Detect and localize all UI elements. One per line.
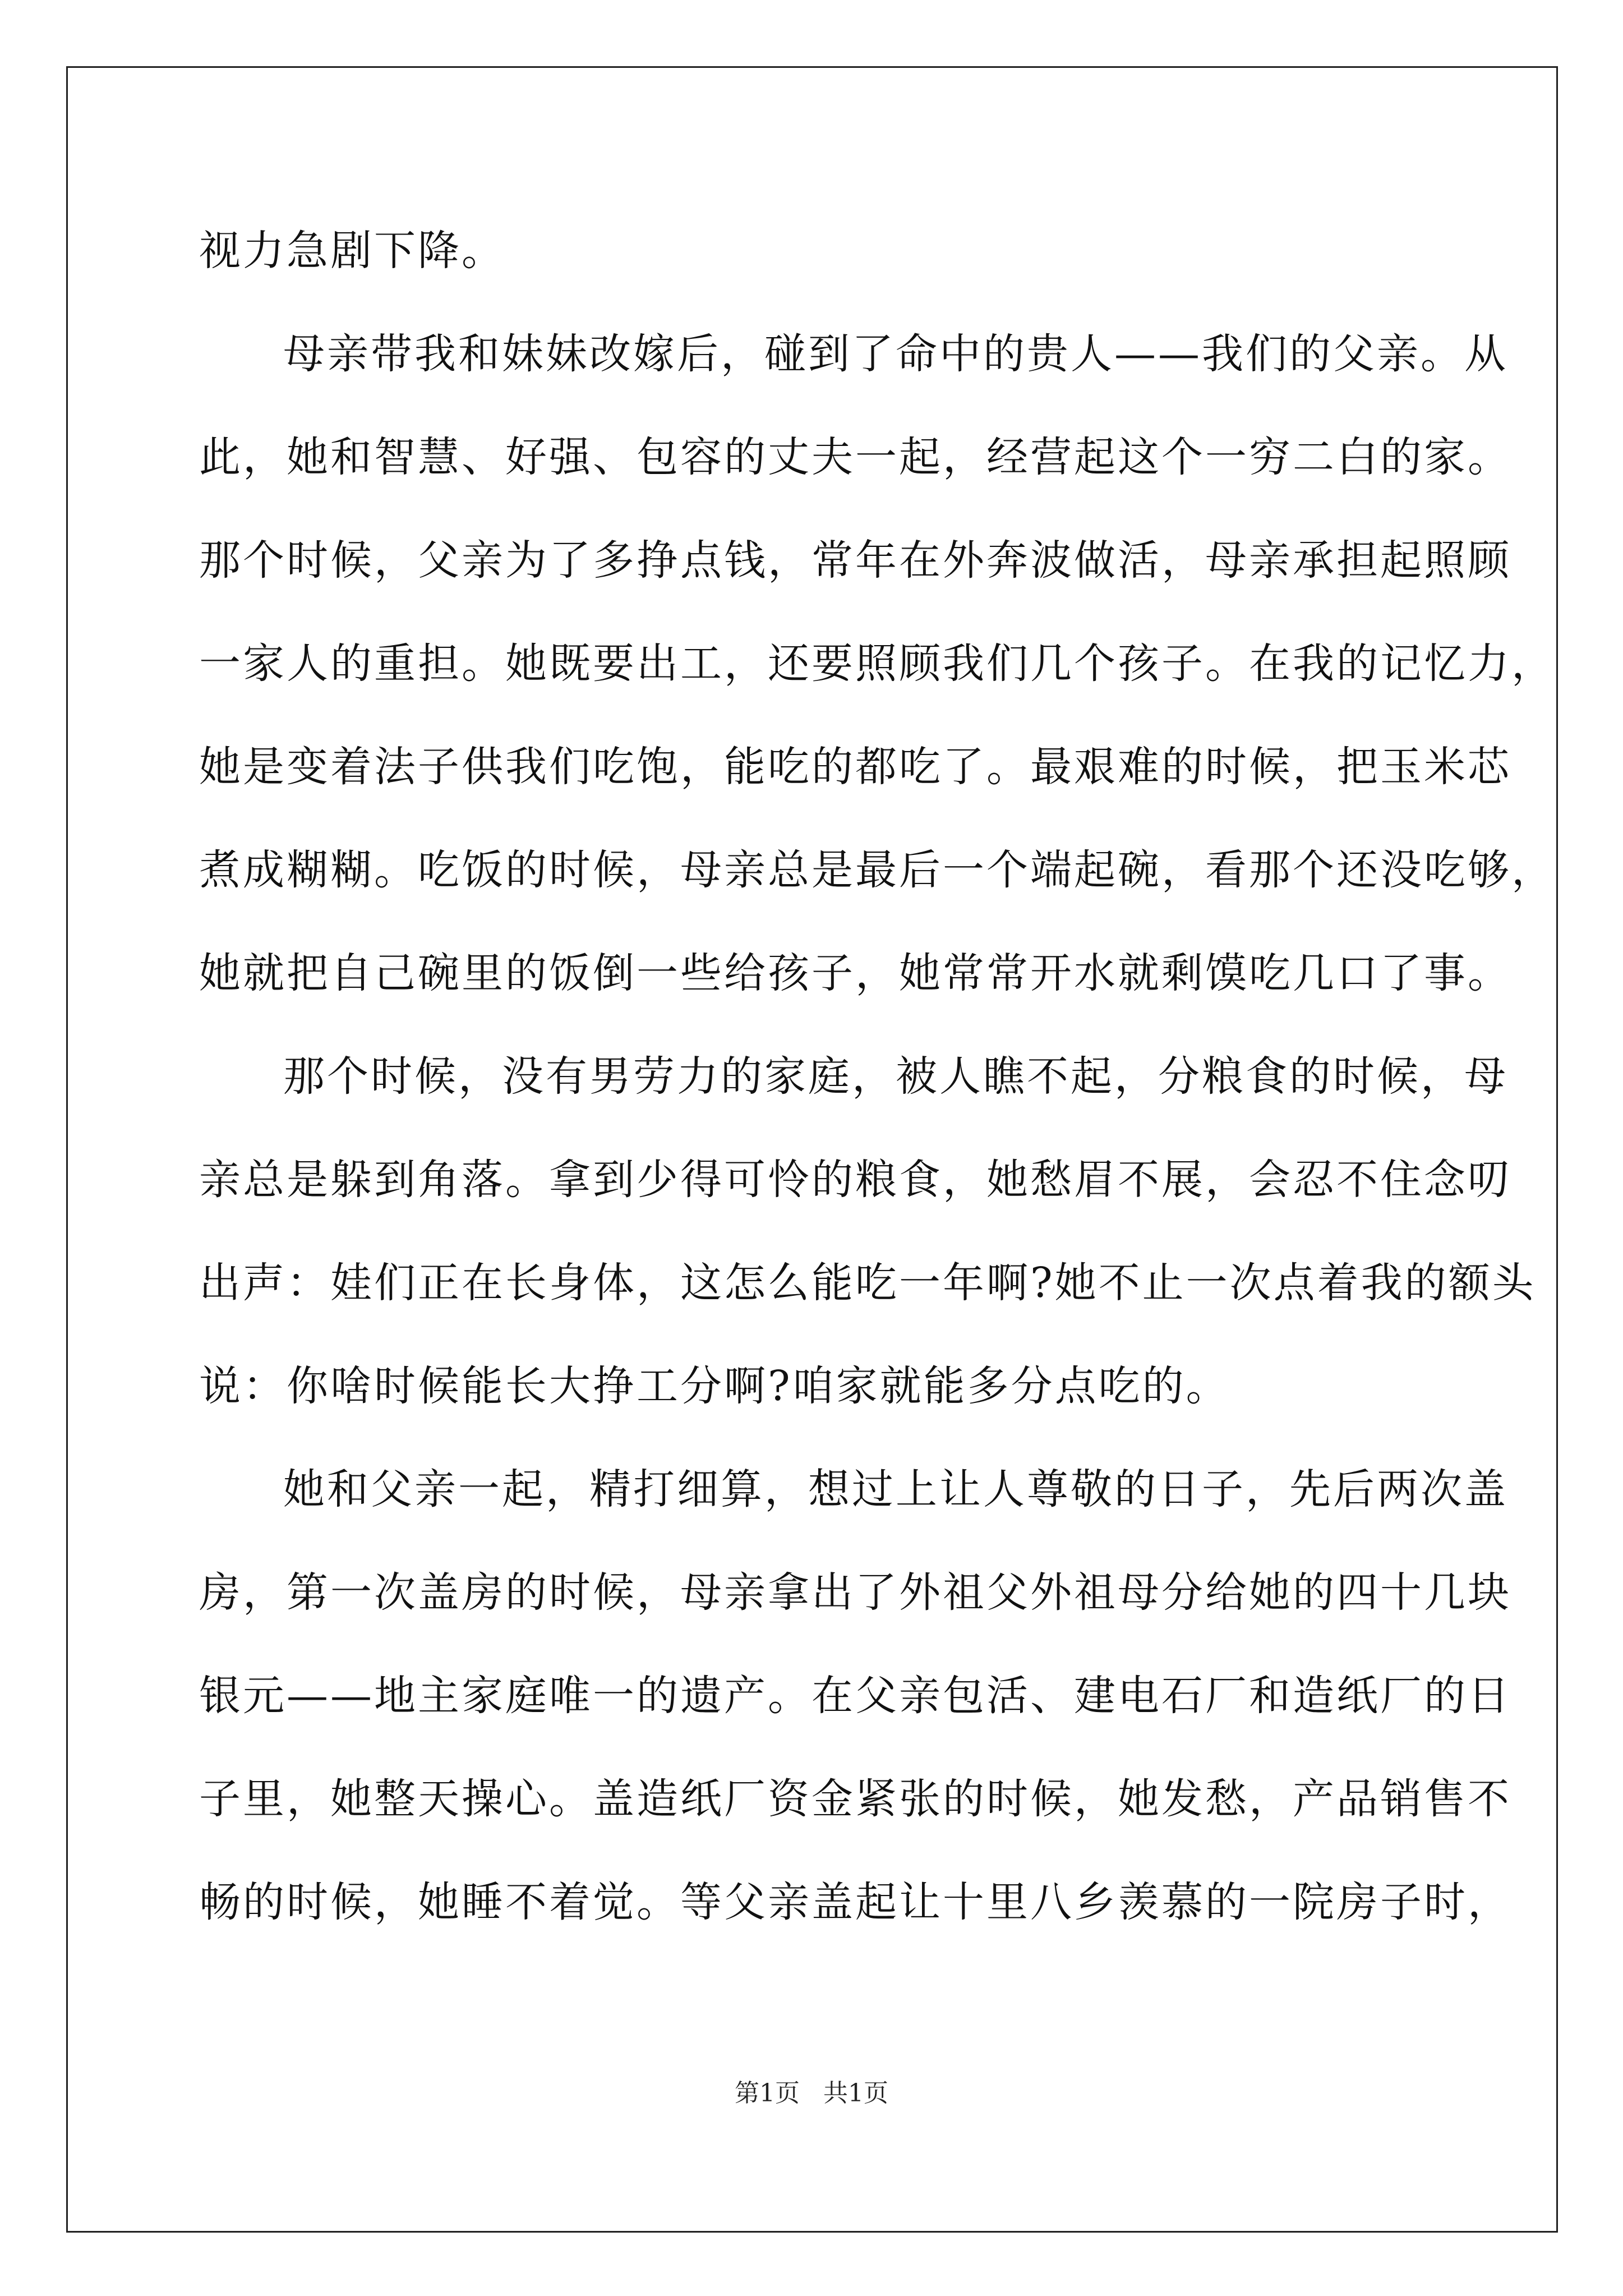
text-line: 一家人的重担。她既要出工，还要照顾我们几个孩子。在我的记忆力， xyxy=(199,639,1555,688)
text-line: 此，她和智慧、好强、包容的丈夫一起，经营起这个一穷二白的家。 xyxy=(199,433,1511,481)
text-line: 她和父亲一起，精打细算，想过上让人尊敬的日子，先后两次盖 xyxy=(283,1465,1508,1513)
text-line: 畅的时候，她睡不着觉。等父亲盖起让十里八乡羡慕的一院房子时， xyxy=(199,1878,1511,1926)
text-line: 亲总是躲到角落。拿到少得可怜的粮食，她愁眉不展，会忍不住念叨 xyxy=(199,1156,1511,1204)
text-line: 说：你啥时候能长大挣工分啊?咱家就能多分点吃的。 xyxy=(199,1362,1230,1410)
text-line: 视力急剧下降。 xyxy=(199,227,505,275)
page-total: 共1页 xyxy=(823,2079,888,2108)
text-line: 母亲带我和妹妹改嫁后，碰到了命中的贵人——我们的父亲。从 xyxy=(283,330,1508,378)
text-line: 她是变着法子供我们吃饱，能吃的都吃了。最艰难的时候，把玉米芯 xyxy=(199,743,1511,791)
text-line: 那个时候，没有男劳力的家庭，被人瞧不起，分粮食的时候，母 xyxy=(283,1052,1508,1101)
document-body xyxy=(199,199,1555,1954)
text-line: 出声：娃们正在长身体，这怎么能吃一年啊?她不止一次点着我的额头 xyxy=(199,1259,1536,1307)
text-line: 银元——地主家庭唯一的遗产。在父亲包活、建电石厂和造纸厂的日 xyxy=(199,1672,1511,1720)
page-number: 第1页 xyxy=(735,2079,800,2108)
text-line: 煮成糊糊。吃饭的时候，母亲总是最后一个端起碗，看那个还没吃够， xyxy=(199,846,1555,894)
page-footer xyxy=(0,2073,1623,2109)
text-line: 她就把自己碗里的饭倒一些给孩子，她常常开水就剩馍吃几口了事。 xyxy=(199,949,1511,997)
text-line: 那个时候，父亲为了多挣点钱，常年在外奔波做活，母亲承担起照顾 xyxy=(199,536,1511,585)
text-line: 房，第一次盖房的时候，母亲拿出了外祖父外祖母分给她的四十几块 xyxy=(199,1568,1511,1617)
text-line: 子里，她整天操心。盖造纸厂资金紧张的时候，她发愁，产品销售不 xyxy=(199,1775,1511,1823)
